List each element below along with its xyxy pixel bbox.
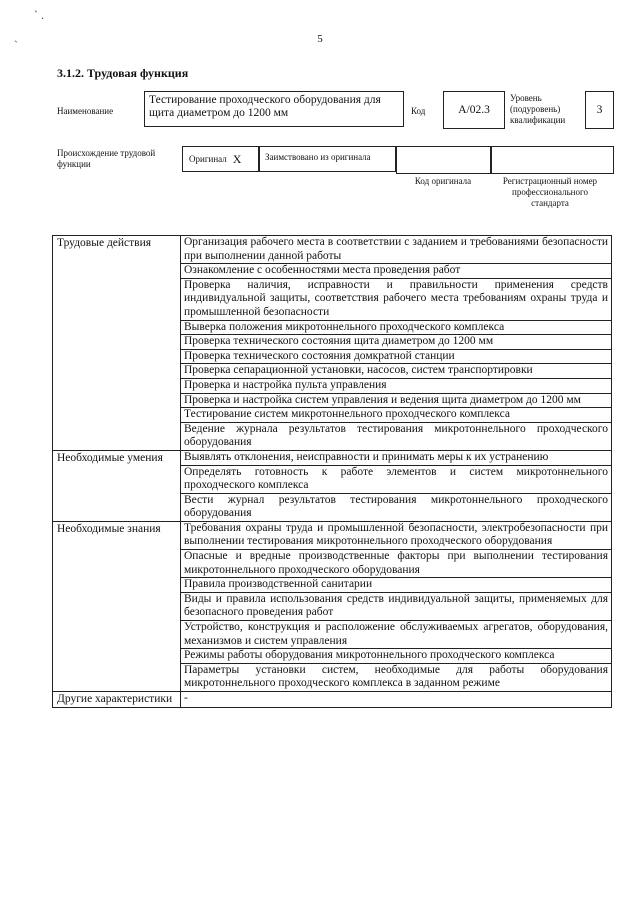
item-cell: Ознакомление с особенностями места проведения работ [181,264,612,279]
category-cell: Необходимые умения [53,450,181,521]
level-label: Уровень (подуровень) квалификации [510,93,566,125]
reg-number-box [490,146,614,174]
name-label: Наименование [57,106,114,116]
level-value: 3 [596,103,603,116]
table-row [53,521,612,549]
original-mark: X [232,151,242,166]
category-cell: Другие характеристики [53,692,181,708]
item-cell: Ведение журнала результатов тестирования микротоннельного проходческого оборудования [181,422,612,450]
item-cell: Проверка и настройка систем управления и ведения щита диаметром до 1200 мм [181,393,612,408]
item-cell: Проверка сепарационной установки, насосов, систем транспортировки [181,364,612,379]
item-cell: Правила производственной санитарии [181,578,612,593]
labor-function-table [52,235,612,708]
code-original-label: Код оригинала [414,176,472,186]
item-cell: Тестирование систем микротоннельного проходческого комплекса [181,408,612,423]
original-label: Оригинал [189,153,227,164]
item-cell: Требования охраны труда и промышленной безопасности, электробезопасности при выполнении тестирования микротоннельного проходческого оборудования [181,521,612,549]
item-cell: Проверка и настройка пульта управления [181,378,612,393]
name-value: Тестирование проходческого оборудования для щита диаметром до 1200 мм [149,94,381,119]
page-number: 5 [317,33,323,45]
item-cell: Проверка наличия, исправности и правильности применения средств индивидуальной защиты, соответствия рабочего места требованиям охраны труда и промышленной безопасности [181,278,612,320]
origin-label: Происхождение трудовой функции [57,148,156,169]
item-cell: Выверка положения микротоннельного проходческого комплекса [181,320,612,335]
table-row [53,236,612,264]
item-cell: Вести журнал результатов тестирования микротоннельного проходческого оборудования [181,493,612,521]
reg-number-label: Регистрационный номер профессионального стандарта [502,176,598,208]
section-title: 3.1.2. Трудовая функция [57,66,189,80]
code-original-box [396,146,492,174]
item-cell: Определять готовность к работе элементов и систем микротоннельного проходческого комплекса [181,465,612,493]
original-box [182,146,259,172]
code-value: А/02.3 [458,103,490,116]
item-cell: Выявлять отклонения, неисправности и принимать меры к их устранению [181,450,612,465]
borrowed-label: Заимствовано из оригинала [265,152,371,162]
table-row [53,450,612,465]
name-value-box [144,91,404,127]
item-cell: Режимы работы оборудования микротоннельного проходческого комплекса [181,649,612,664]
category-cell: Необходимые знания [53,521,181,691]
borrowed-box [259,146,396,172]
level-value-box [585,91,614,129]
item-cell: Организация рабочего места в соответствии с заданием и требованиями безопасности при выполнении данной работы [181,236,612,264]
code-value-box [443,91,505,129]
scan-mark: ` . [34,8,44,22]
scan-mark: ` [14,38,18,52]
table-row [53,692,612,708]
item-cell: Виды и правила использования средств индивидуальной защиты, применяемых для безопасного проведения работ [181,592,612,620]
item-cell: Проверка технического состояния щита диаметром до 1200 мм [181,335,612,350]
item-cell: Опасные и вредные производственные факторы при выполнении тестирования микротоннельного проходческого оборудования [181,550,612,578]
code-label: Код [411,106,426,116]
item-cell: Устройство, конструкция и расположение обслуживаемых агрегатов, оборудования, механизмов и систем управления [181,621,612,649]
item-cell: Параметры установки систем, необходимые для работы оборудования микротоннельного проходческого комплекса в заданном режиме [181,663,612,691]
item-cell: Проверка технического состояния домкратной станции [181,349,612,364]
table-body [53,236,612,708]
item-cell: - [181,692,612,708]
category-cell: Трудовые действия [53,236,181,451]
